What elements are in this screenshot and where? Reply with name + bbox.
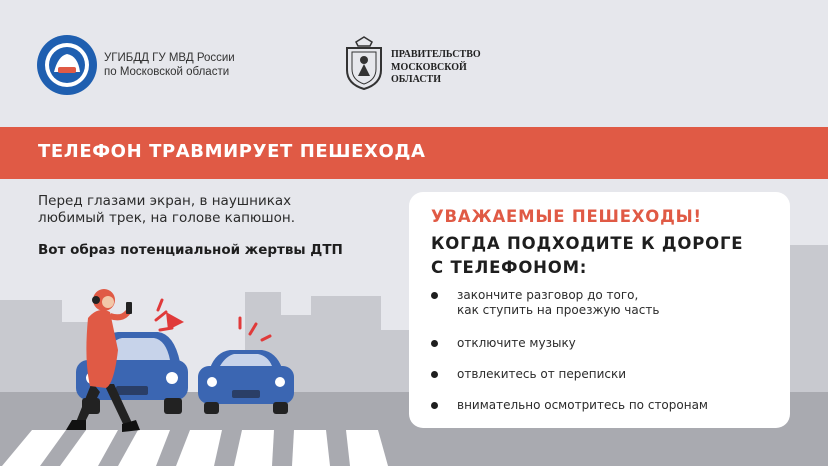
- tip-text: как ступить на проезжую часть: [457, 303, 660, 317]
- gosavtoinspekciya-emblem-icon: [36, 34, 98, 96]
- advice-card: [409, 192, 790, 428]
- org-government-line1: ПРАВИТЕЛЬСТВО: [391, 49, 481, 60]
- description-line1: Перед глазами экран, в наушниках: [38, 193, 292, 209]
- tip-item: [431, 288, 708, 318]
- org-ugibdd-line1: УГИБДД ГУ МВД России: [104, 52, 235, 64]
- tip-item: [431, 398, 708, 413]
- banner-title: ТЕЛЕФОН ТРАВМИРУЕТ ПЕШЕХОДА: [38, 141, 426, 162]
- bullet-icon: [431, 292, 438, 299]
- card-heading-phone-line2: С ТЕЛЕФОНОМ:: [431, 258, 588, 277]
- tip-text: закончите разговор до того,: [457, 288, 639, 302]
- bullet-icon: [431, 402, 438, 409]
- org-ugibdd: [104, 51, 235, 79]
- org-government-line3: ОБЛАСТИ: [391, 74, 441, 85]
- tip-item: [431, 336, 708, 351]
- alert-icon: [166, 312, 184, 330]
- org-ugibdd-line2: по Московской области: [104, 66, 230, 78]
- victim-caption: Вот образ потенциальной жертвы ДТП: [38, 242, 343, 258]
- moscow-region-coat-of-arms-icon: [344, 36, 384, 90]
- org-government-line2: МОСКОВСКОЙ: [391, 61, 467, 73]
- bullet-icon: [431, 371, 438, 378]
- title-banner: [0, 127, 828, 179]
- card-heading-phone: [431, 232, 743, 280]
- card-heading-pedestrians: УВАЖАЕМЫЕ ПЕШЕХОДЫ!: [431, 207, 702, 226]
- tip-text: отключите музыку: [457, 336, 576, 350]
- description: [38, 193, 295, 227]
- tips-list: [431, 288, 708, 413]
- tip-text: внимательно осмотритесь по сторонам: [457, 398, 708, 412]
- org-government: [391, 49, 481, 87]
- card-heading-phone-line1: КОГДА ПОДХОДИТЕ К ДОРОГЕ: [431, 234, 744, 253]
- tip-item: [431, 367, 708, 382]
- tip-text: отвлекитесь от переписки: [457, 367, 627, 381]
- bullet-icon: [431, 340, 438, 347]
- description-line2: любимый трек, на голове капюшон.: [38, 210, 296, 226]
